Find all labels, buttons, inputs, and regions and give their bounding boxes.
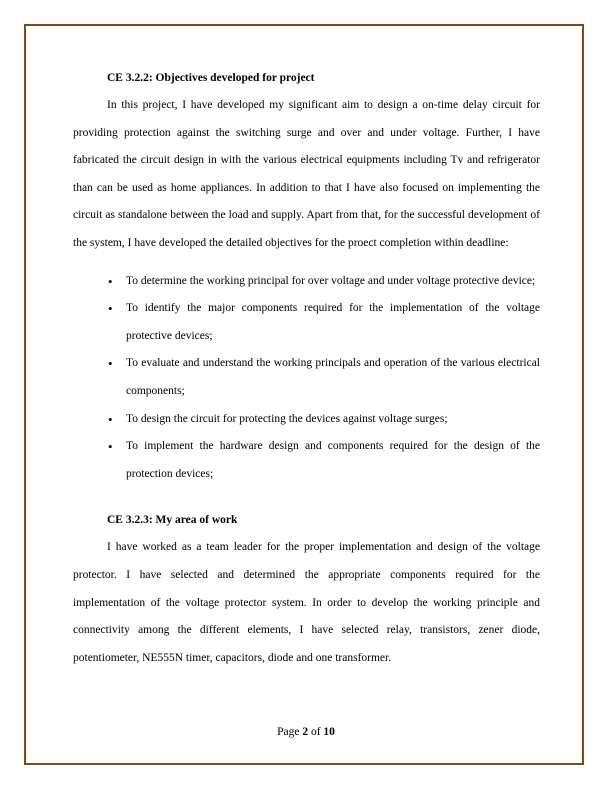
section-heading-objectives: CE 3.2.2: Objectives developed for project — [107, 72, 315, 84]
section-heading-area-of-work: CE 3.2.3: My area of work — [107, 514, 238, 527]
footer-prefix: Page — [277, 726, 300, 738]
footer-current-page: 2 — [302, 726, 309, 738]
bullet-icon: • — [108, 273, 113, 289]
area-of-work-paragraph: I have worked as a team leader for the proper implementation and design of the voltage protector. I have selected and determined the appropriate components required for the implementation of the voltage protector system. In order to develop the working principle and connectivity among the different elements, I have selected relay, transistors, zener diode, potentiometer, NE555N timer, capacitors, diode and one transformer. — [73, 541, 540, 664]
objectives-list — [73, 268, 540, 489]
list-item: • To determine the working principal for over voltage and under voltage protective device; — [73, 268, 540, 296]
bullet-icon: • — [108, 411, 113, 427]
bullet-icon: • — [108, 301, 113, 317]
list-item: • To identify the major components required for the implementation of the voltage protective devices; — [73, 295, 540, 350]
objectives-paragraph: In this project, I have developed my significant aim to design a on-time delay circuit for providing protection against the switching surge and over and under voltage. Further, I have fabricated the circuit design in with the various electrical equipments including Tv and refrigerator than can be used as home appliances. In addition to that I have also focused on implementing the circuit as standalone between the load and supply. Apart from that, for the successful development of the system, I have developed the detailed objectives for the proect completion within deadline: — [73, 99, 540, 249]
list-item: • To evaluate and understand the working principals and operation of the various electrical components; — [73, 350, 540, 405]
list-item: • To implement the hardware design and components required for the design of the protection devices; — [73, 433, 540, 488]
document-body — [73, 68, 540, 672]
bullet-icon: • — [108, 356, 113, 372]
bullet-icon: • — [108, 439, 113, 455]
page-footer — [0, 726, 612, 738]
footer-of: of — [310, 726, 321, 738]
list-item: • To design the circuit for protecting the devices against voltage surges; — [73, 406, 540, 434]
footer-total-pages: 10 — [323, 726, 335, 738]
